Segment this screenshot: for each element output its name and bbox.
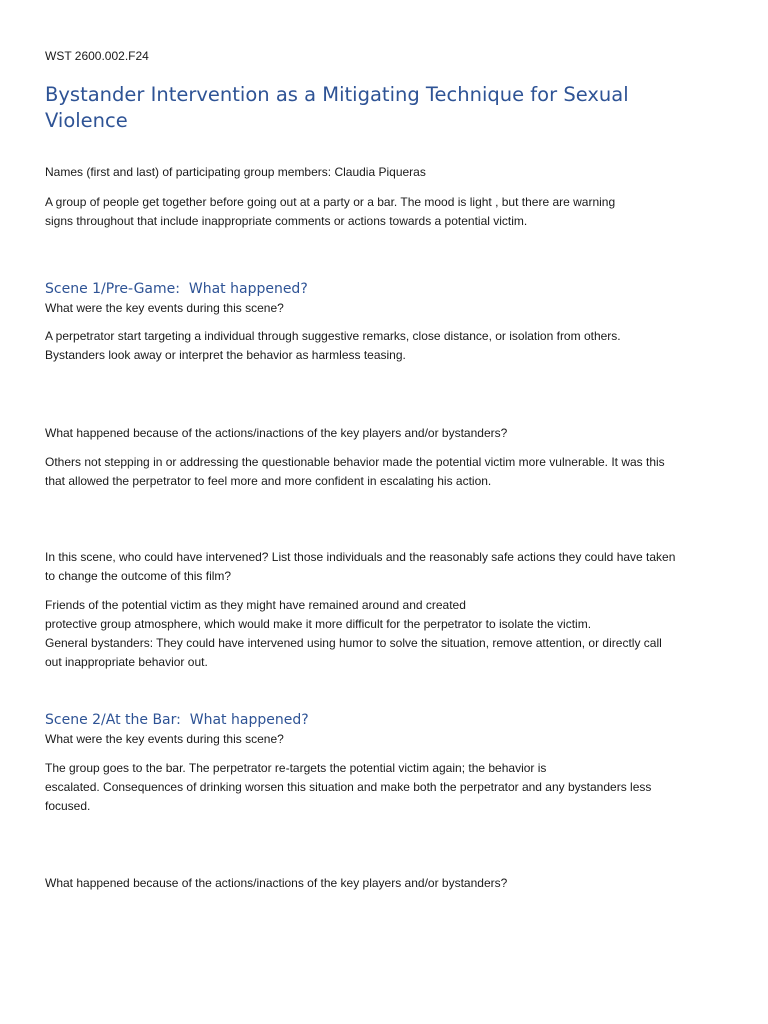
scene1-answer-intervene [45,596,717,672]
answer-line: General bystanders: They could have intervened using humor to solve the situation, remove attention, or directly call [45,636,662,650]
question-text: What happened because of the actions/inactions of the key players and/or bystanders? [45,426,508,440]
question-line: In this scene, who could have intervened? List those individuals and the reasonably safe actions they could have taken [45,550,676,564]
document-title [45,82,685,133]
scene1-answer-key-events [45,327,717,365]
answer-line: Bystanders look away or interpret the behavior as harmless teasing. [45,348,406,362]
intro-line: signs throughout that include inappropriate comments or actions towards a potential victim. [45,214,528,228]
scene2-question-consequences [45,874,717,893]
answer-line: Others not stepping in or addressing the questionable behavior made the potential victim more vulnerable. It was this [45,455,665,469]
intro-line: A group of people get together before going out at a party or a bar. The mood is light , but there are warning [45,195,616,209]
question-text: What were the key events during this scene? [45,301,284,315]
answer-line: escalated. Consequences of drinking worsen this situation and make both the perpetrator and any bystanders less [45,780,652,794]
answer-line: that allowed the perpetrator to feel more and more confident in escalating his action. [45,474,492,488]
answer-line: focused. [45,799,91,813]
answer-line: A perpetrator start targeting a individual through suggestive remarks, close distance, or isolation from others. [45,329,621,343]
scene2-question-key-events [45,730,717,749]
scene2-heading: Scene 2/At the Bar: What happened? [45,712,309,728]
group-members-text: Names (first and last) of participating group members: Claudia Piqueras [45,165,426,179]
scene1-question-intervene [45,548,717,586]
scene1-question-key-events [45,299,717,318]
document-title-line: Violence [45,108,128,132]
intro-paragraph [45,193,717,231]
question-text: What happened because of the actions/inactions of the key players and/or bystanders? [45,876,508,890]
scene1-answer-consequences [45,453,717,491]
answer-line: protective group atmosphere, which would make it more difficult for the perpetrator to isolate the victim. [45,617,592,631]
scene1-question-consequences [45,424,717,443]
question-text: What were the key events during this scene? [45,732,284,746]
scene1-heading: Scene 1/Pre-Game: What happened? [45,281,308,297]
course-code: WST 2600.002.F24 [45,49,149,63]
answer-line: Friends of the potential victim as they might have remained around and created [45,598,466,612]
answer-line: The group goes to the bar. The perpetrator re-targets the potential victim again; the behavior is [45,761,547,775]
question-line: to change the outcome of this film? [45,569,232,583]
scene2-answer-key-events [45,759,717,816]
document-title-line: Bystander Intervention as a Mitigating Technique for Sexual [45,83,629,106]
group-members-line [45,163,717,182]
answer-line: out inappropriate behavior out. [45,655,208,669]
